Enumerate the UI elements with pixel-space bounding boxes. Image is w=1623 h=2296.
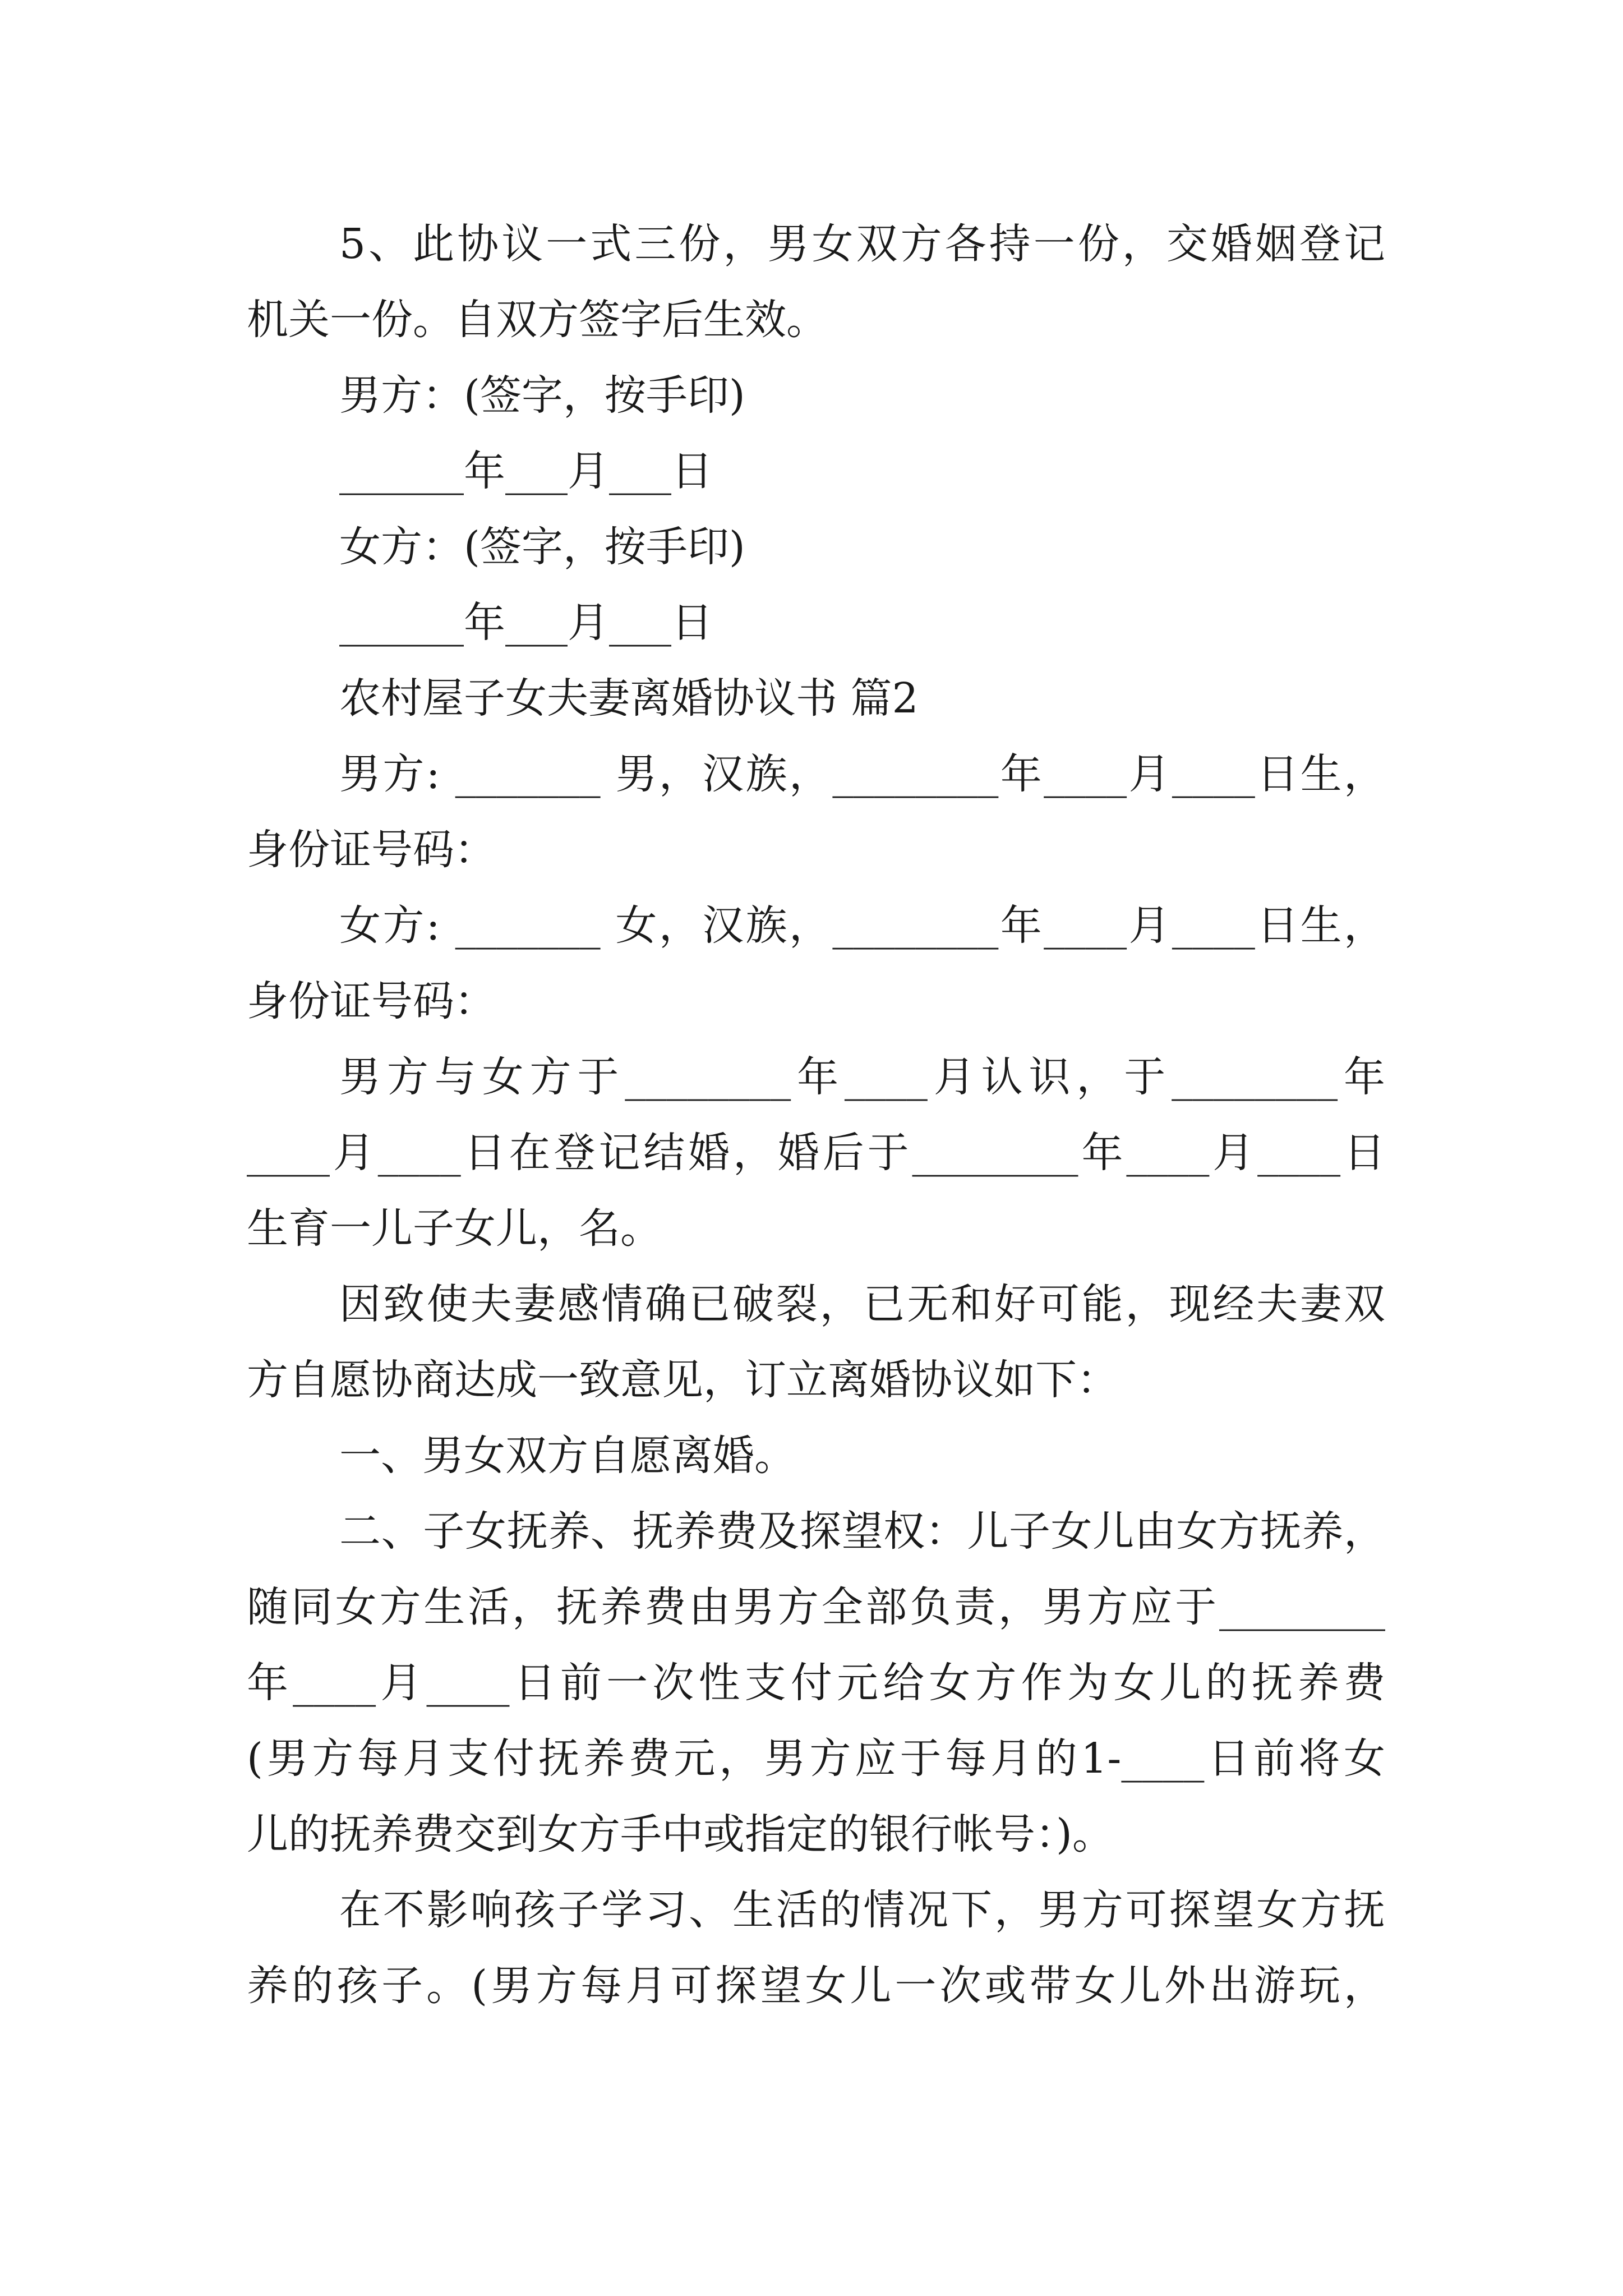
text-line: 男方：(签字，按手印) <box>339 371 745 420</box>
text-line: 男方: _______ 男，汉族，________年____月____日生， <box>339 750 1385 798</box>
text-line: 一、男女双方自愿离婚。 <box>339 1432 796 1480</box>
text-line: 在不影响孩子学习、生活的情况下，男方可探望女方抚 <box>339 1886 1385 1934</box>
text-line: 养的孩子。(男方每月可探望女儿一次或带女儿外出游玩， <box>247 1962 1385 2010</box>
text-line: 女方：(签字，按手印) <box>339 523 745 571</box>
text-line: (男方每月支付抚养费元，男方应于每月的1-____日前将女 <box>247 1734 1385 1783</box>
text-line: 生育一儿子女儿，名。 <box>247 1204 662 1253</box>
text-line: 二、子女抚养、抚养费及探望权：儿子女儿由女方抚养， <box>339 1507 1385 1556</box>
text-line: ____月____日在登记结婚，婚后于________年____月____日 <box>247 1129 1385 1177</box>
text-line: 身份证号码： <box>247 826 496 874</box>
text-line: 年____月____日前一次性支付元给女方作为女儿的抚养费 <box>247 1659 1385 1707</box>
text-line: 男方与女方于________年____月认识，于________年 <box>339 1053 1385 1101</box>
text-line: 机关一份。自双方签字后生效。 <box>247 296 828 344</box>
text-line: ______年___月___日 <box>339 447 713 495</box>
text-line: 5、此协议一式三份，男女双方各持一份，交婚姻登记 <box>339 220 1385 268</box>
section-heading: 农村屋子女夫妻离婚协议书 篇2 <box>339 674 919 723</box>
text-line: 儿的抚养费交到女方手中或指定的银行帐号：)。 <box>247 1810 1114 1858</box>
text-line: 方自愿协商达成一致意见，订立离婚协议如下： <box>247 1356 1118 1404</box>
text-line: ______年___月___日 <box>339 599 713 647</box>
text-line: 因致使夫妻感情确已破裂，已无和好可能，现经夫妻双 <box>339 1280 1385 1328</box>
text-line: 随同女方生活，抚养费由男方全部负责，男方应于________ <box>247 1583 1385 1631</box>
text-line: 女方: _______ 女，汉族，________年____月____日生， <box>339 901 1385 950</box>
text-line: 身份证号码： <box>247 977 496 1025</box>
